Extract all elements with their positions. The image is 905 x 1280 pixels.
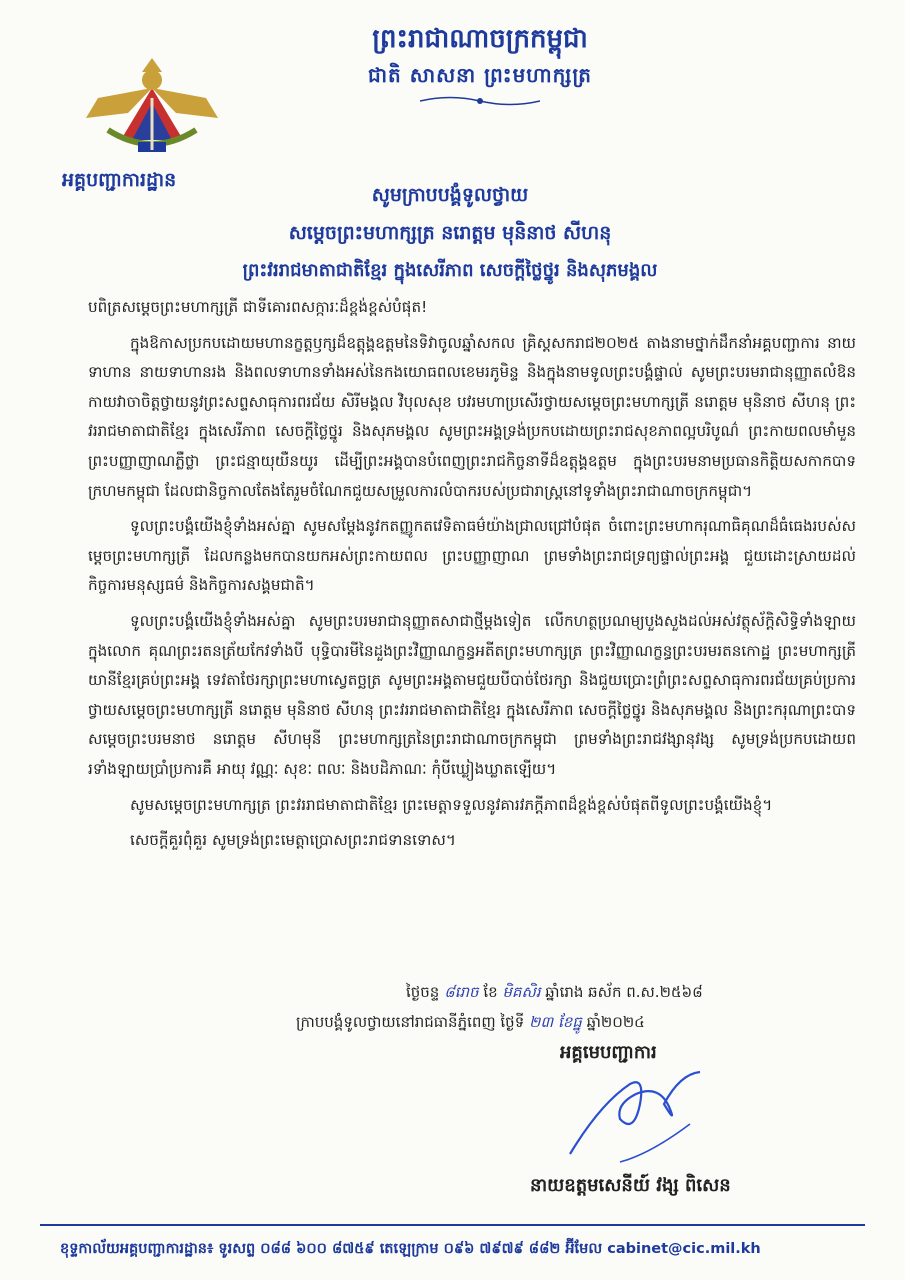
kingdom-heading: ព្រះរាជាណាចក្រកម្ពុជា [372,24,588,54]
lunar-date: ថ្ងៃចន្ទ ៨រោច ខែ មិគសិរ ឆ្នាំរោង ឆស័ក ព.ស.២៥៦៨ [406,983,703,1001]
signatory-name: នាយឧត្តមសេនីយ៍ វង្ស ពិសេន [530,1175,731,1196]
ornament-divider-icon [420,94,540,108]
paragraph-2: ទូលព្រះបង្គំយើងខ្ញុំទាំងអស់គ្នា សូមសម្តែងនូវកតញ្ញូកតវេទិតាធម៌យ៉ាងជ្រាលជ្រៅបំផុត ចំពោះព្រះមហាករុណាធិគុណដ៏ធំធេងរបស់សម្តេចព្រះមហាក្សត្រី ដែលកន្លងមកបានយកអស់ព្រះកាយពល ព្រះបញ្ញាញាណ ព្រមទាំងព្រះរាជទ្រព្យផ្ទាល់ព្រះអង្គ ជួយដោះស្រាយដល់កិច្ចការមនុស្សធម៌ និងកិច្ចការសង្គមជាតិ។ [88,517,856,595]
paragraph-4: សូមសម្តេចព្រះមហាក្សត្រ ព្រះវររាជមាតាជាតិខ្មែរ ព្រះមេត្តាទទួលនូវគារវភក្តីភាពដ៏ខ្ពង់ខ្ពស់បំផុតពីទូលព្រះបង្គំយើងខ្ញុំ។ [130,795,773,814]
title-line-2: សម្តេចព្រះមហាក្សត្រ នរោត្តម មុនិនាថ សីហនុ [288,222,612,244]
closing-line: សេចក្តីគួរពុំគួរ សូមទ្រង់ព្រះមេត្តាប្រោសព្រះរាជទានទោស។ [130,831,456,850]
handwritten-signature-icon [560,1064,740,1164]
salutation: បពិត្រសម្តេចព្រះមហាក្សត្រី ជាទីគោរពសក្ការៈដ៏ខ្ពង់ខ្ពស់បំផុត! [88,298,428,316]
footer-divider [40,1224,865,1226]
paragraph-3: ទូលព្រះបង្គំយើងខ្ញុំទាំងអស់គ្នា សូមព្រះបរមរាជានុញ្ញាតសាជាថ្មីម្តងទៀត លើកហត្ថប្រណម្យបួងសួងដល់អស់វត្ថុស័ក្តិសិទ្ធិទាំងឡាយក្នុងលោក គុណព្រះរតនត្រ័យកែវទាំងបី បុទ្ធិបារមីនៃដួងព្រះវិញ្ញាណក្ខន្ធអតីតព្រះមហាក្សត្រ ព្រះវិញ្ញាណក្ខន្ធព្រះបរមរតនកោដ្ឋ ព្រះមហាក្សត្រីយានីខ្មែរគ្រប់ព្រះអង្គ ទេវតាថែរក្សាព្រះមហាស្វេតច្ឆត្រ សូមព្រះអង្គតាមជួយបីបាច់ថែរក្សា និងជួយប្រោះព្រំព្រះសព្ទសាធុការពរជ័យគ្រប់ប្រការថ្វាយសម្តេចព្រះមហាក្សត្រី នរោត្តម មុនិនាថ សីហនុ ព្រះវររាជមាតាជាតិខ្មែរ ក្នុងសេរីភាព សេចក្តីថ្លៃថ្នូរ និងសុភមង្គល និងព្រះករុណាព្រះបាទសម្តេចព្រះបរមនាថ នរោត្តម សីហមុនី ព្រះមហាក្សត្រនៃព្រះរាជាណាចក្រកម្ពុជា ព្រមទាំងព្រះរាជវង្សានុវង្ស សូមទ្រង់ប្រកបដោយពរទាំងឡាយប្រាំប្រការគឺ អាយុ វណ្ណៈ សុខៈ ពលៈ និងបដិភាណៈ កុំបីឃ្លៀងឃ្លាតឡើយ។ [88,611,856,778]
signatory-title: អគ្គមេបញ្ជាការ [560,1042,657,1063]
title-line-3: ព្រះវររាជមាតាជាតិខ្មែរ ក្នុងសេរីភាព សេចក្តីថ្លៃថ្នូរ និងសុភមង្គល [242,260,658,281]
footer-contact: ខុទ្ទកាល័យអគ្គបញ្ជាការដ្ឋាន៖ ទូរសព្ទ ០៨៨ ៦០០ ៨៧៥៩ តេឡេក្រាម ០៩៦ ៧៩៧៩ ៨៨២ អ៊ីមែល cabinet@cic.mil.kh [60,1241,761,1257]
title-line-1: សូមក្រាបបង្គំទូលថ្វាយ [371,184,529,206]
paragraph-1: ក្នុងឱកាសប្រកបដោយមហានក្ខត្តឫក្សដ៏ឧត្តុង្គឧត្តមនៃទិវាចូលឆ្នាំសកល គ្រិស្តសករាជ២០២៥ តាងនាមថ្នាក់ដឹកនាំអគ្គបញ្ជាការ នាយទាហាន នាយទាហានរង និងពលទាហានទាំងអស់នៃកងយោធពលខេមរភូមិន្ទ និងក្នុងនាមទូលព្រះបង្គំផ្ទាល់ សូមព្រះបរមរាជានុញ្ញាតលំឱនកាយវាចាចិត្តថ្វាយនូវព្រះសព្ទសាធុការពរជ័យ សិរីមង្គល វិបុលសុខ បវរមហាប្រសើរថ្វាយសម្តេចព្រះមហាក្សត្រី នរោត្តម មុនិនាថ សីហនុ ព្រះវររាជមាតាជាតិខ្មែរ ក្នុងសេរីភាព សេចក្តីថ្លៃថ្នូរ និងសុភមង្គល សូមព្រះអង្គទ្រង់ប្រកបដោយព្រះរាជសុខភាពល្អបរិបូណ៌ ព្រះកាយពលមាំមួន ព្រះបញ្ញាញាណភ្លឺថ្លា ព្រះជន្មាយុយឺនយូរ ដើម្បីព្រះអង្គបានបំពេញព្រះរាជកិច្ចនាទីដ៏ឧត្តុង្គឧត្តម ក្នុងព្រះបរមនាមប្រធានកិត្តិយសកាកបាទក្រហមកម្ពុជា ដែលជានិច្ចកាលតែងតែរួមចំណែកជួយសម្រួលការលំបាករបស់ប្រជារាស្ត្រនៅទូទាំងព្រះរាជាណាចក្រកម្ពុជា។ [88,333,856,500]
national-motto: ជាតិ សាសនា ព្រះមហាក្សត្រ [368,63,592,87]
letter-body [88,293,856,862]
department-name: អគ្គបញ្ជាការដ្ឋាន [62,169,177,191]
military-emblem-icon [78,58,226,166]
solar-date: ក្រាបបង្គំទូលថ្វាយនៅរាជធានីភ្នំពេញ ថ្ងៃទី ២៣ ខែធ្នូ ឆ្នាំ២០២៤ [296,1013,645,1031]
